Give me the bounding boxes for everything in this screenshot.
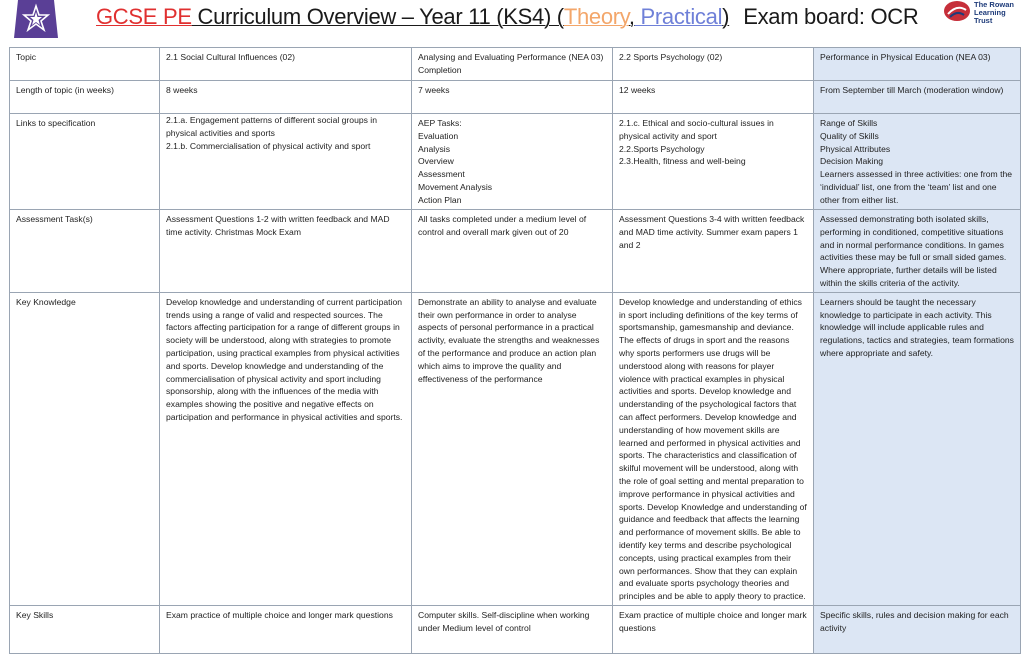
curriculum-table xyxy=(9,47,1021,654)
links-c3-line: 2.3.Health, fitness and well-being xyxy=(619,156,746,167)
row-label-skills: Key Skills xyxy=(10,605,160,653)
links-c4-line: Learners assessed in three activities: one from the ‘individual’ list, one from the ‘team’ list and one other from either list. xyxy=(820,169,1013,205)
title-comma: , xyxy=(628,4,635,29)
skills-cell-3: Exam practice of multiple choice and longer mark questions xyxy=(613,605,814,653)
trust-logo xyxy=(942,0,1022,25)
skills-cell-4: Specific skills, rules and decision making for each activity xyxy=(814,605,1021,653)
links-c4-line: Decision Making xyxy=(820,156,884,167)
trust-logo-line1: The Rowan xyxy=(974,0,1015,9)
links-c2-line: AEP Tasks: xyxy=(418,118,462,128)
links-c1-line: 2.1.b. Commercialisation of physical activity and sport xyxy=(166,140,371,151)
skills-cell-1: Exam practice of multiple choice and longer mark questions xyxy=(160,605,412,653)
links-cell-2 xyxy=(412,114,613,210)
length-cell-4: From September till March (moderation window) xyxy=(814,81,1021,114)
links-c1-line: 2.1.a. Engagement patterns of different social groups in physical activities and sports xyxy=(166,115,377,138)
school-logo-icon xyxy=(14,0,58,38)
title-close: ) xyxy=(722,4,730,29)
topic-cell-4: Performance in Physical Education (NEA 03) xyxy=(814,48,1021,81)
links-cell-4 xyxy=(814,114,1021,210)
table-row-links xyxy=(10,114,1021,210)
links-c4-line: Range of Skills xyxy=(820,118,878,128)
trust-logo-line2: Learning Trust xyxy=(974,8,1006,25)
assessment-cell-4: Assessed demonstrating both isolated skills, performing in conditioned, competitive situations and in normal performance conditions. In games activities these may be full or small sided games. Where appropriate, further details will be listed within the skills criteria of the activity. xyxy=(814,210,1021,293)
knowledge-cell-2: Demonstrate an ability to analyse and evaluate their own performance in order to analyse aspects of personal performance in a practical activity, evaluate the strengths and weaknesses of the performance and produce an action plan which aims to improve the quality and effectiveness of the performance xyxy=(412,292,613,605)
trust-logo-text xyxy=(974,1,1022,25)
table-row-length xyxy=(10,81,1021,114)
table-row-topic xyxy=(10,48,1021,81)
length-cell-1: 8 weeks xyxy=(160,81,412,114)
title-practical: Practical xyxy=(634,4,723,29)
links-c2-line: Analysis xyxy=(418,143,450,154)
links-cell-3 xyxy=(613,114,814,210)
row-label-assessment: Assessment Task(s) xyxy=(10,210,160,293)
table-row-knowledge xyxy=(10,292,1021,605)
knowledge-cell-4: Learners should be taught the necessary knowledge to participate in each activity. This knowledge will include applicable rules and regulations, tactics and strategies, team formations where appropriate and safety. xyxy=(814,292,1021,605)
row-label-links: Links to specification xyxy=(10,114,160,210)
length-cell-3: 12 weeks xyxy=(613,81,814,114)
links-c2-line: Evaluation xyxy=(418,130,459,141)
table-row-assessment xyxy=(10,210,1021,293)
title-main: Curriculum Overview – Year 11 (KS4) ( xyxy=(191,4,564,29)
header xyxy=(0,0,1024,44)
page-title xyxy=(96,4,918,30)
title-gcse: GCSE PE xyxy=(96,4,192,29)
row-label-knowledge: Key Knowledge xyxy=(10,292,160,605)
topic-cell-2: Analysing and Evaluating Performance (NEA 03) Completion xyxy=(412,48,613,81)
assessment-cell-2: All tasks completed under a medium level of control and overall mark given out of 20 xyxy=(412,210,613,293)
links-c2-line: Overview xyxy=(418,156,454,167)
links-cell-1 xyxy=(160,114,412,210)
links-c2-line: Assessment xyxy=(418,169,465,180)
length-cell-2: 7 weeks xyxy=(412,81,613,114)
assessment-cell-1: Assessment Questions 1-2 with written feedback and MAD time activity. Christmas Mock Exam xyxy=(160,210,412,293)
row-label-length: Length of topic (in weeks) xyxy=(10,81,160,114)
knowledge-cell-1: Develop knowledge and understanding of current participation trends using a range of valid and respected sources. The factors affecting participation for a range of different groups in society will be understood, along with strategies to promote participation, using practical examples from physical activities and sports. Develop knowledge and understanding of the commercialisation of physical activity and sport including sponsorship, along with the influences of the media with examples showing the positive and negative effects on participation and performance in physical activities and sports. xyxy=(160,292,412,605)
table-row-skills xyxy=(10,605,1021,653)
links-c2-line: Movement Analysis xyxy=(418,181,493,192)
title-exam-board: Exam board: OCR xyxy=(743,4,919,29)
topic-cell-3: 2.2 Sports Psychology (02) xyxy=(613,48,814,81)
assessment-cell-3: Assessment Questions 3-4 with written feedback and MAD time activity. Summer exam papers 1 and 2 xyxy=(613,210,814,293)
row-label-topic: Topic xyxy=(10,48,160,81)
skills-cell-2: Computer skills. Self-discipline when working under Medium level of control xyxy=(412,605,613,653)
links-c4-line: Quality of Skills xyxy=(820,130,879,141)
title-theory: Theory xyxy=(563,4,629,29)
knowledge-cell-3: Develop knowledge and understanding of ethics in sport including definitions of the key terms of sportsmanship, gamesmanship and deviance. The effects of drugs in sport and the reasons why sports performers use drugs will be understood along with reasons for player violence with practical examples in physical activities and sports. Develop knowledge and understanding of the psychological factors that can affect performers. Develop knowledge and understanding of how movement skills are learned and performed in physical activities and sports. The characteristics and classification of skilful movement will be understood, along with the role of goal setting and mental preparation to improve performance in physical activities and sports. Develop Knowledge and understanding of guidance and feedback that affects the learning and performance of movement skills. Be able to identify key terms and describe psychological concepts, using practical examples from their own performances. Show that they can explain and evaluate sports psychology theories and principles and be able to apply theory to practice. xyxy=(613,292,814,605)
topic-cell-1: 2.1 Social Cultural Influences (02) xyxy=(160,48,412,81)
links-c3-line: 2.2.Sports Psychology xyxy=(619,143,705,154)
rowan-leaf-icon xyxy=(942,0,972,22)
links-c3-line: 2.1.c. Ethical and socio-cultural issues in physical activity and sport xyxy=(619,118,774,141)
links-c4-line: Physical Attributes xyxy=(820,143,891,154)
links-c2-line: Action Plan xyxy=(418,194,462,205)
